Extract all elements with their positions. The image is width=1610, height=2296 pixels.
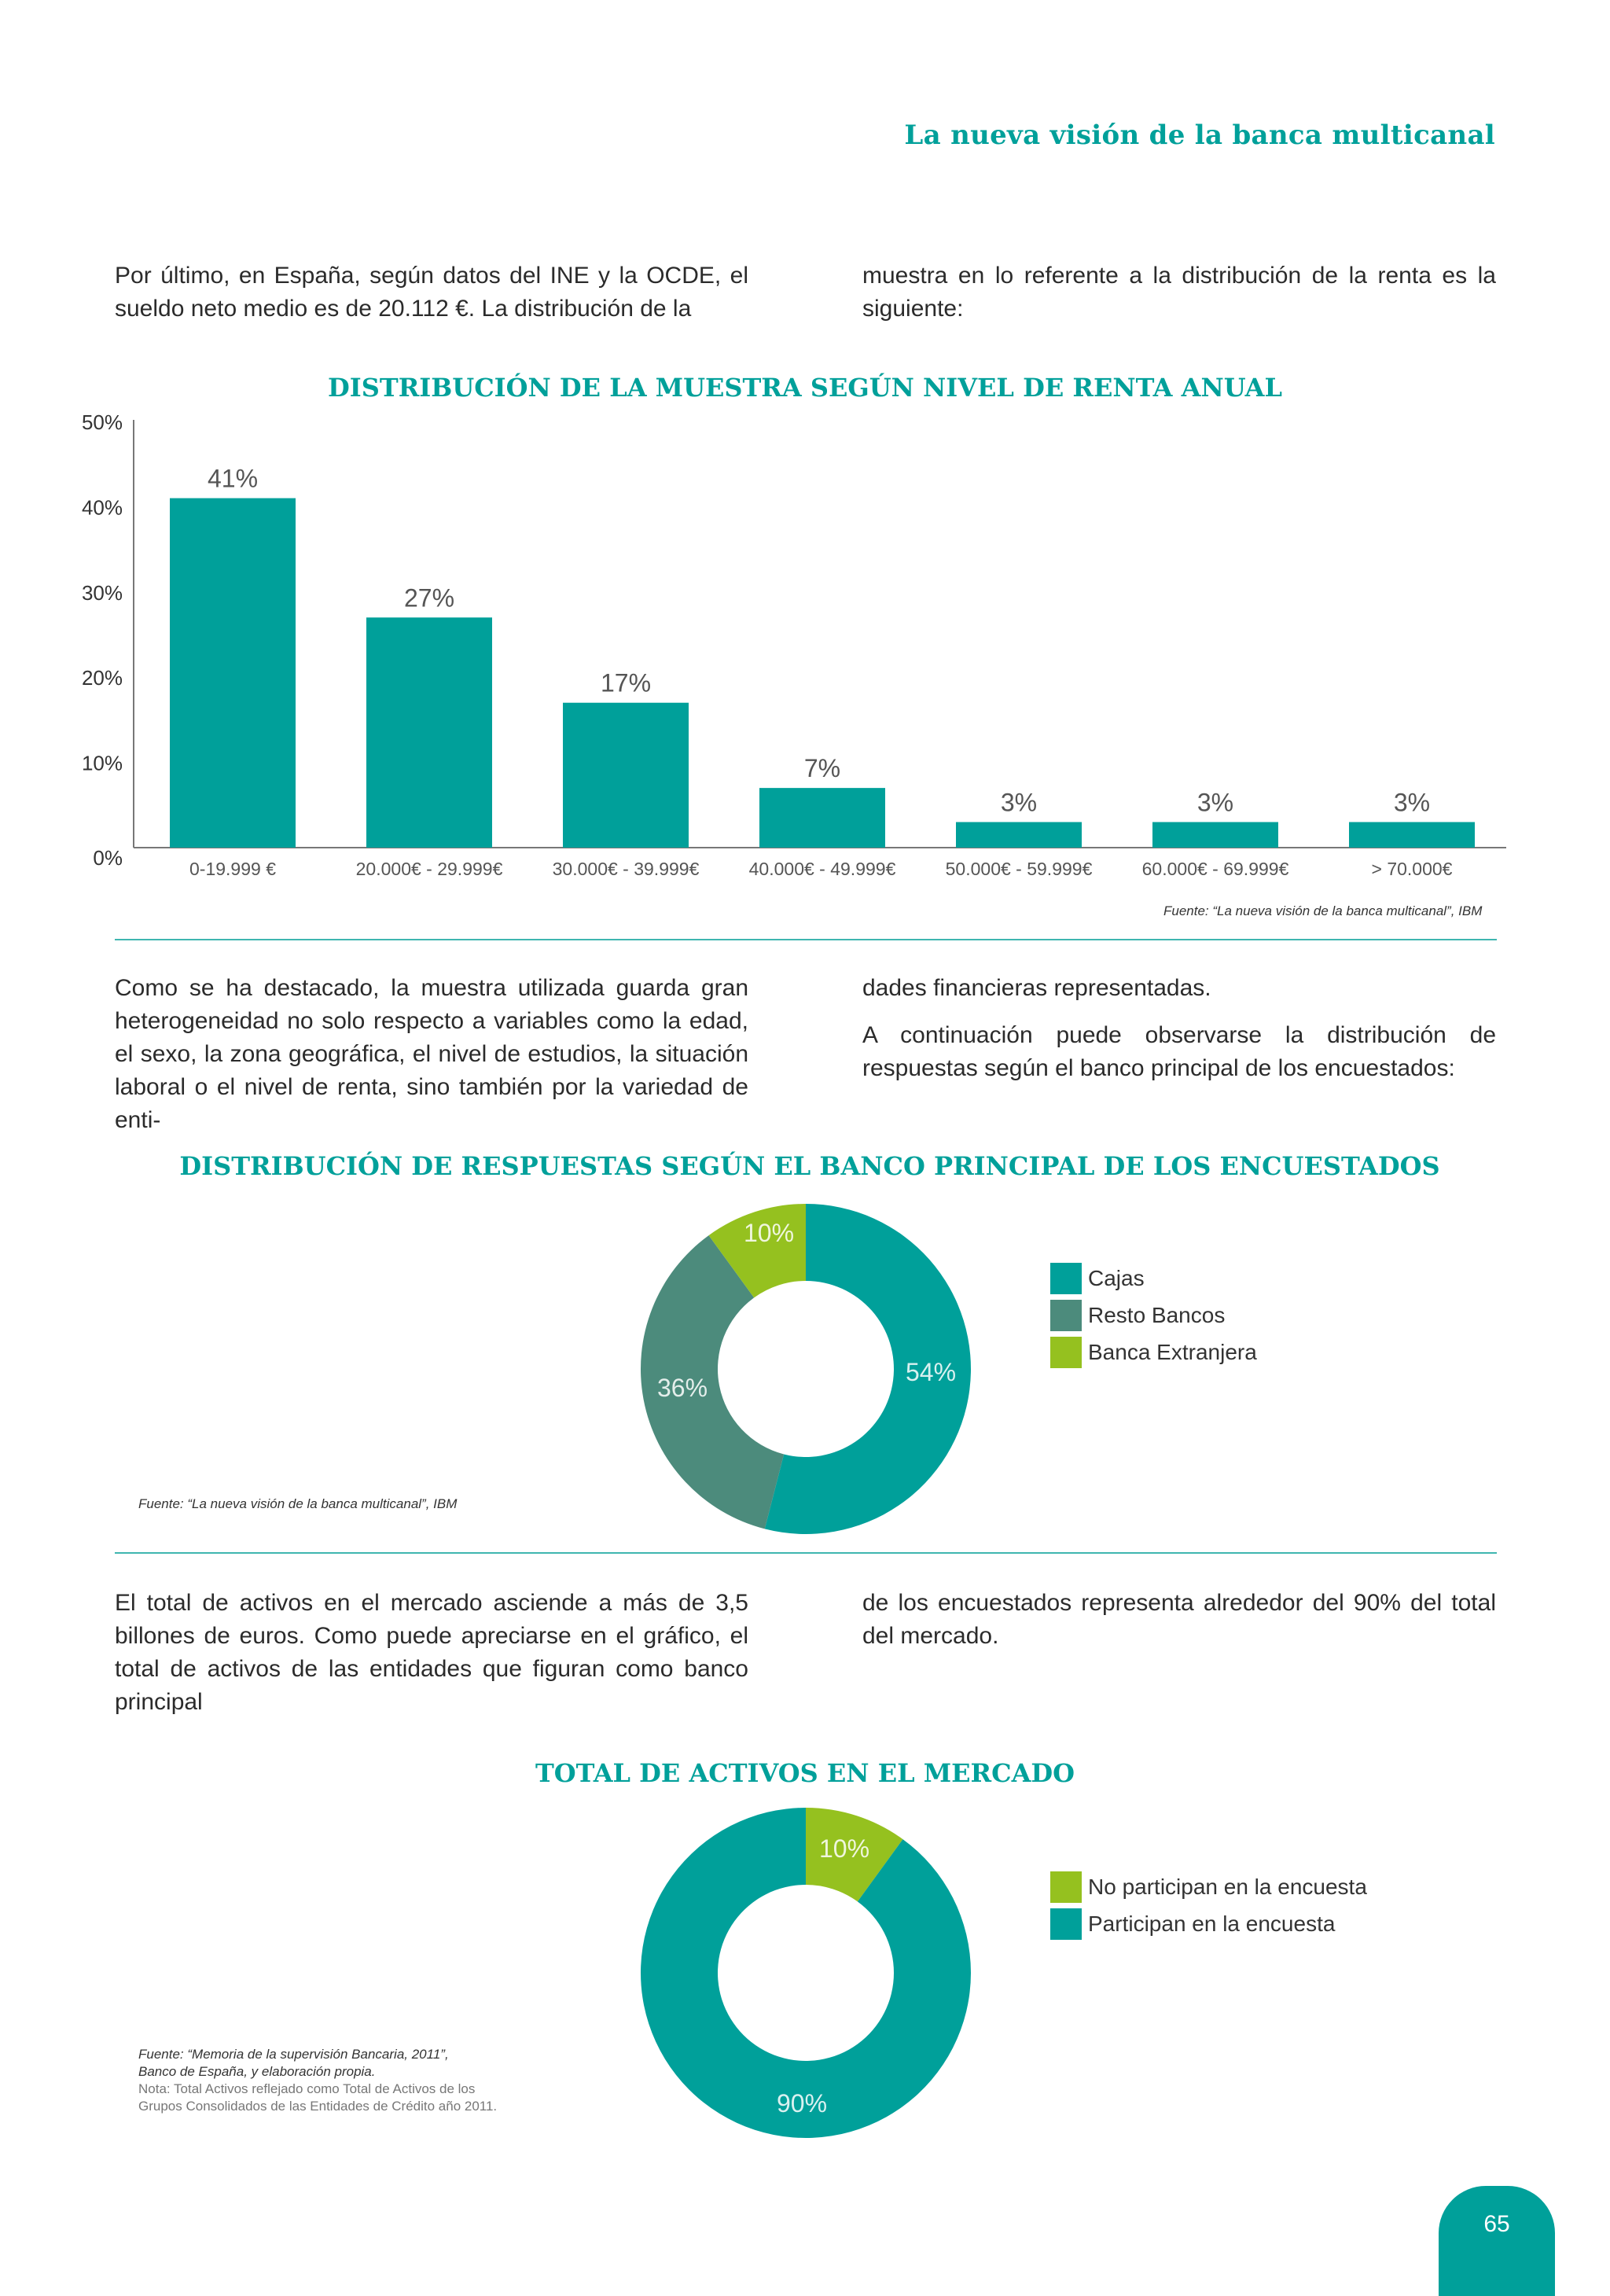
para3-right-column bbox=[862, 1587, 1496, 1667]
slice-value-label: 90% bbox=[776, 2089, 828, 2118]
legend-item bbox=[1050, 1868, 1367, 1905]
bar bbox=[1349, 822, 1475, 848]
slice-value-label: 54% bbox=[905, 1358, 957, 1386]
para2-right-text-1: dades financieras representadas. bbox=[862, 975, 1211, 1001]
intro-right-column bbox=[862, 259, 1496, 340]
assets-donut-chart bbox=[637, 1804, 975, 2142]
legend-item bbox=[1050, 1260, 1257, 1297]
legend-label: Participan en la encuesta bbox=[1088, 1911, 1336, 1936]
page-number-tab bbox=[1439, 2186, 1555, 2296]
legend-swatch bbox=[1050, 1871, 1082, 1903]
assets-donut-title: TOTAL DE ACTIVOS EN EL MERCADO bbox=[535, 1758, 1075, 1788]
assets-source-line-2: Banco de España, y elaboración propia. bbox=[138, 2064, 376, 2079]
intro-right-text: muestra en lo referente a la distribución de la renta es la siguiente: bbox=[862, 263, 1496, 322]
section-divider-1 bbox=[115, 939, 1497, 940]
y-tick-label: 30% bbox=[81, 580, 123, 605]
slice-value-label: 10% bbox=[818, 1834, 870, 1863]
income-bar-chart bbox=[0, 409, 1610, 896]
assets-donut-source bbox=[138, 2046, 497, 2115]
bar-chart-title: DISTRIBUCIÓN DE LA MUESTRA SEGÚN NIVEL DE RENTA ANUAL bbox=[328, 373, 1282, 403]
bar bbox=[1152, 822, 1278, 848]
legend-swatch bbox=[1050, 1300, 1082, 1331]
y-tick-label: 10% bbox=[81, 751, 123, 775]
y-tick-label: 20% bbox=[81, 666, 123, 690]
assets-note-line-2: Grupos Consolidados de las Entidades de Crédito año 2011. bbox=[138, 2099, 498, 2114]
legend-label: Banca Extranjera bbox=[1088, 1339, 1257, 1364]
para2-left-text: Como se ha destacado, la muestra utilizada guarda gran heterogeneidad no solo respecto a variables como la edad, el sexo, la zona geográfica, el nivel de estudios, la situación laboral o el nivel de renta, sino también por la variedad de enti- bbox=[115, 975, 748, 1133]
page-number: 65 bbox=[1483, 2211, 1510, 2237]
bank-donut-chart bbox=[637, 1200, 975, 1538]
intro-left-text: Por último, en España, según datos del INE y la OCDE, el sueldo neto medio es de 20.112 €. La distribución de la bbox=[115, 263, 748, 322]
bar bbox=[366, 617, 492, 848]
running-header: La nueva visión de la banca multicanal bbox=[904, 120, 1495, 151]
para2-right-column bbox=[862, 972, 1496, 1099]
x-tick-label: 40.000€ - 49.999€ bbox=[748, 859, 896, 879]
bar-chart-source: Fuente: “La nueva visión de la banca multicanal”, IBM bbox=[1163, 903, 1483, 918]
y-tick-label: 40% bbox=[81, 495, 123, 520]
para3-left-column bbox=[115, 1587, 748, 1733]
legend-label: No participan en la encuesta bbox=[1088, 1874, 1367, 1899]
assets-donut-legend bbox=[1050, 1868, 1367, 1942]
slice-value-label: 10% bbox=[743, 1219, 795, 1247]
bar-value-label: 27% bbox=[403, 583, 455, 613]
x-tick-label: 50.000€ - 59.999€ bbox=[945, 859, 1093, 879]
para2-right-text-2: A continuación puede observarse la distribución de respuestas según el banco principal de los encuestados: bbox=[862, 1022, 1496, 1081]
bar-value-label: 3% bbox=[1000, 788, 1038, 817]
bar bbox=[563, 703, 689, 848]
x-tick-label: 20.000€ - 29.999€ bbox=[355, 859, 503, 879]
x-tick-label: 0-19.999 € bbox=[189, 859, 276, 879]
legend-label: Cajas bbox=[1088, 1265, 1145, 1290]
bar bbox=[759, 788, 885, 848]
legend-swatch bbox=[1050, 1337, 1082, 1368]
bank-donut-legend bbox=[1050, 1260, 1257, 1371]
legend-swatch bbox=[1050, 1263, 1082, 1294]
x-tick-label: > 70.000€ bbox=[1371, 859, 1453, 879]
legend-swatch bbox=[1050, 1908, 1082, 1940]
section-divider-2 bbox=[115, 1552, 1497, 1554]
x-tick-label: 60.000€ - 69.999€ bbox=[1141, 859, 1289, 879]
legend-label: Resto Bancos bbox=[1088, 1302, 1226, 1327]
para3-left-text: El total de activos en el mercado asciende a más de 3,5 billones de euros. Como puede apreciarse en el gráfico, el total de activos de las entidades que figuran como banco principal bbox=[115, 1590, 748, 1715]
bar-value-label: 3% bbox=[1393, 788, 1431, 817]
x-tick-label: 30.000€ - 39.999€ bbox=[552, 859, 700, 879]
y-tick-label: 50% bbox=[81, 410, 123, 434]
slice-value-label: 36% bbox=[656, 1374, 708, 1402]
bar-value-label: 3% bbox=[1196, 788, 1234, 817]
bar-value-label: 17% bbox=[600, 668, 652, 697]
bar bbox=[956, 822, 1082, 848]
donut-slice bbox=[641, 1808, 971, 2138]
assets-source-line-1: Fuente: “Memoria de la supervisión Bancaria, 2011”, bbox=[138, 2047, 449, 2062]
para2-left-column bbox=[115, 972, 748, 1151]
assets-note-line-1: Nota: Total Activos reflejado como Total de Activos de los bbox=[138, 2081, 476, 2096]
legend-item bbox=[1050, 1334, 1257, 1371]
y-tick-label: 0% bbox=[93, 846, 123, 870]
bar-value-label: 7% bbox=[803, 754, 841, 783]
bar bbox=[170, 499, 296, 848]
legend-item bbox=[1050, 1297, 1257, 1334]
bank-donut-title: DISTRIBUCIÓN DE RESPUESTAS SEGÚN EL BANCO PRINCIPAL DE LOS ENCUESTADOS bbox=[179, 1151, 1440, 1181]
intro-left-column bbox=[115, 259, 748, 340]
para3-right-text: de los encuestados representa alrededor del 90% del total del mercado. bbox=[862, 1590, 1496, 1649]
bar-value-label: 41% bbox=[207, 464, 259, 493]
legend-item bbox=[1050, 1905, 1367, 1942]
bank-donut-source: Fuente: “La nueva visión de la banca multicanal”, IBM bbox=[138, 1496, 458, 1511]
